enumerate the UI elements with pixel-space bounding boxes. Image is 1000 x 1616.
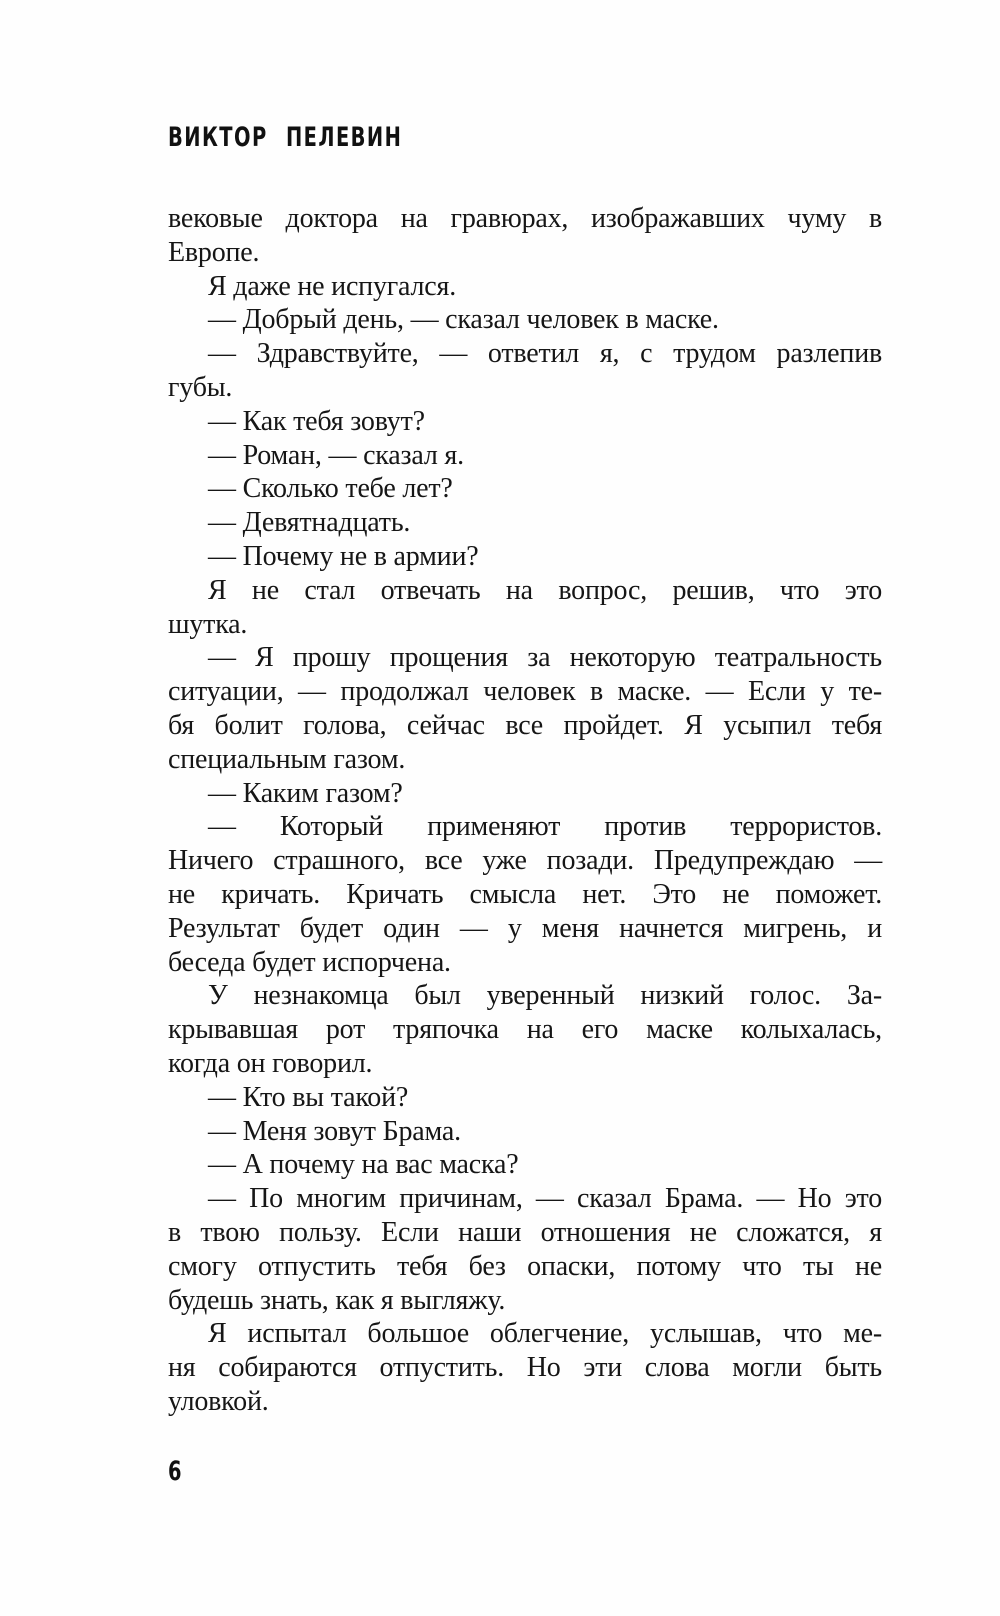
text-line: ня собираются отпустить. Но эти слова могли быть (168, 1352, 882, 1384)
text-line: Европе. (168, 236, 260, 268)
text-line: У незнакомца был уверенный низкий голос. За- (208, 980, 882, 1012)
text-line: когда он говорил. (168, 1047, 373, 1079)
text-line: — Здравствуйте, — ответил я, с трудом разлепив (208, 338, 882, 370)
page-number: 6 (168, 1456, 182, 1487)
text-line: — Который применяют против террористов. (208, 811, 882, 843)
text-line: — Как тебя зовут? (208, 405, 425, 437)
text-line: уловкой. (168, 1385, 269, 1417)
text-line: вековые доктора на гравюрах, изображавших чуму в (168, 203, 882, 234)
text-line: Результат будет один — у меня начнется мигрень, и (168, 912, 882, 944)
text-line: Я не стал отвечать на вопрос, решив, что это (208, 574, 882, 606)
text-line: не кричать. Кричать смысла нет. Это не поможет. (168, 878, 882, 910)
text-line: — Меня зовут Брама. (208, 1115, 461, 1147)
text-line: смогу отпустить тебя без опаски, потому что ты не (168, 1250, 882, 1282)
text-line: — А почему на вас маска? (208, 1149, 519, 1181)
text-line: будешь знать, как я выгляжу. (168, 1284, 506, 1316)
text-line: бя болит голова, сейчас все пройдет. Я усыпил тебя (168, 709, 882, 741)
text-line: — Каким газом? (208, 777, 403, 809)
text-line: губы. (168, 371, 233, 403)
text-line: — Сколько тебе лет? (208, 473, 453, 505)
text-line: Я даже не испугался. (208, 270, 457, 302)
text-line: — По многим причинам, — сказал Брама. — Но это (208, 1183, 882, 1215)
text-line: — Кто вы такой? (208, 1081, 409, 1113)
text-line: Я испытал большое облегчение, услышав, что ме- (208, 1318, 882, 1350)
text-line: — Добрый день, — сказал человек в маске. (208, 304, 719, 336)
text-line: специальным газом. (168, 743, 406, 775)
text-line: — Я прошу прощения за некоторую театральность (208, 642, 882, 674)
page-text (168, 202, 882, 1419)
author-header: ВИКТОР ПЕЛЕВИН (168, 122, 403, 153)
text-line: ситуации, — продолжал человек в маске. — Если у те- (168, 676, 882, 708)
text-line: — Девятнадцать. (208, 507, 411, 539)
text-line: беседа будет испорчена. (168, 946, 451, 978)
text-line: — Почему не в армии? (208, 540, 479, 572)
text-line: шутка. (168, 608, 248, 640)
text-line: — Роман, — сказал я. (208, 439, 464, 471)
text-line: крывавшая рот тряпочка на его маске колыхалась, (168, 1014, 882, 1046)
text-line: в твою пользу. Если наши отношения не сложатся, я (168, 1216, 882, 1248)
text-line: Ничего страшного, все уже позади. Предупреждаю — (168, 845, 882, 877)
